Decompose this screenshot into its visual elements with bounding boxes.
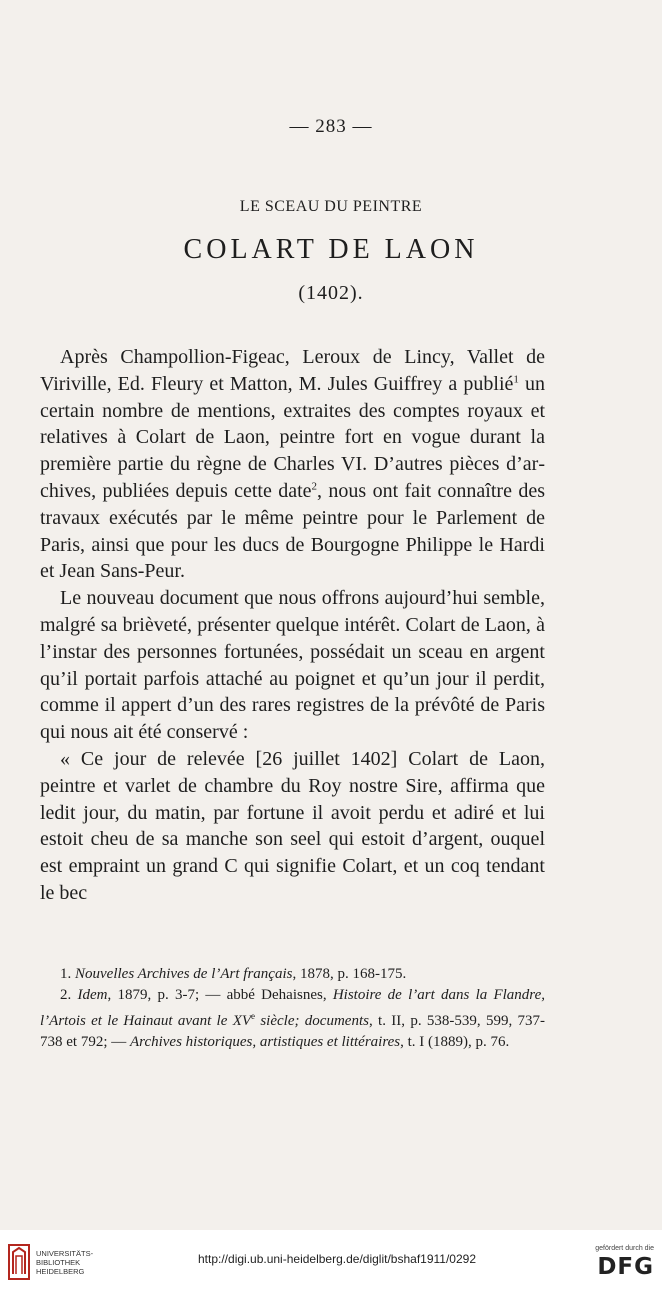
paragraph-2: Le nouveau document que nous offrons aujourd’hui semble, malgré sa brièveté, présenter quelque intérêt. Colart de Laon, à l’instar des personnes fortunées, possédait un sceau en argent qu’il portait parfois attaché au poignet et qu’un jour il perdit, comme il appert d’un des rares registres de la prévôté de Paris qui nous ait été conservé : [40, 587, 545, 744]
paragraph-1: Après Champollion-Figeac, Leroux de Lincy, Vallet de Viriville, Ed. Fleury et Matton, M. Jules Guiffrey a publié$^1$ un certain nombre de mentions, extraites des comptes royaux et relatives à Colart de Laon, peintre fort en vogue durant la première partie du règne de Charles VI. D’autres pièces d’archives, publiées depuis cette date$^2$, nous ont fait connaître des travaux exécutés par le même peintre pour le Parlement de Paris, ainsi que pour les ducs de Bourgogne Philippe le Hardi et Jean Sans-Peur. [40, 346, 546, 583]
page-number: — 283 — [289, 116, 373, 137]
footnote-1: 1. Nouvelles Archives de l’Art français, 1878, p. 168-175. [60, 966, 407, 982]
paragraph-3: « Ce jour de relevée [26 juillet 1402] Colart de Laon, peintre et varlet de chambre du Roy nostre Sire, affirma que ledit jour, du matin, par fortune il avoit perdu et adiré et lui estoit cheu de sa manche son seel qui estoit d’argent, ouquel est empraint un grand C qui signifie Colart, et un coq tendant le bec [40, 747, 545, 904]
sponsor-label: gefördert durch die [595, 1245, 654, 1252]
dfg-logo: DFG [597, 1254, 654, 1280]
body-text [40, 344, 545, 907]
article-title: COLART DE LAON [183, 234, 479, 265]
university-library-logo-icon [8, 1244, 30, 1280]
article-date: (1402). [298, 282, 364, 304]
library-name: UNIVERSITÄTS- BIBLIOTHEK HEIDELBERG [36, 1249, 94, 1276]
footnote-ref-1: 1 [513, 373, 519, 386]
footnote-ref-2: 2 [311, 480, 318, 493]
article-super-title: LE SCEAU DU PEINTRE [239, 198, 423, 215]
footnotes [40, 964, 545, 1053]
footnote-2: 2. Idem, 1879, p. 3-7; — abbé Dehaisnes, Histoire de l’art dans la Flandre, l’Artois et le Hainaut avant le XVe siècle; documents, t. II, p. 538-539, 599, 737-738 et 792; — Archives historiques, artistiques et littéraires, t. I (1889), p. 76. [40, 987, 546, 1050]
permalink-url[interactable]: http://digi.ub.uni-heidelberg.de/diglit/bshaf1911/0292 [198, 1252, 476, 1266]
